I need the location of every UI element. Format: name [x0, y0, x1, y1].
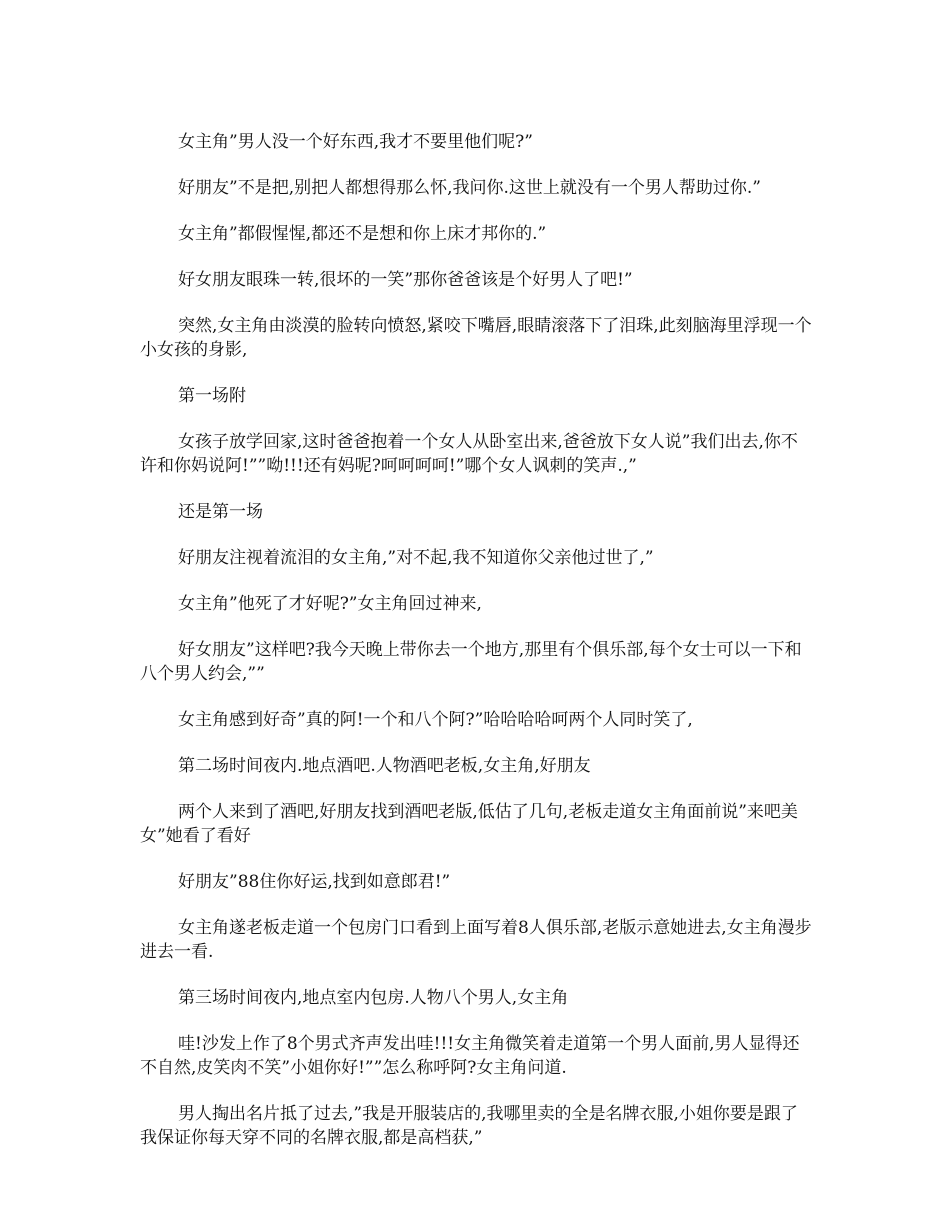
- scene-heading: 第三场时间夜内,地点室内包房.人物八个男人,女主角: [178, 988, 569, 1008]
- paragraph: 两个人来到了酒吧,好朋友找到酒吧老版,低估了几句,老板走道女主角面前说”来吧美女”她看了看好: [140, 802, 798, 846]
- paragraph: 女孩子放学回家,这时爸爸抱着一个女人从卧室出来,爸爸放下女人说”我们出去,你不许和你妈说阿!””呦!!!还有妈呢?呵呵呵呵!”哪个女人讽刺的笑声.,”: [140, 432, 798, 476]
- paragraph: 好朋友注视着流泪的女主角,”对不起,我不知道你父亲他过世了,”: [178, 548, 654, 568]
- paragraph: 女主角”都假惺惺,都还不是想和你上床才邦你的.”: [178, 224, 547, 244]
- scene-heading: 第一场附: [178, 386, 246, 406]
- paragraph: 女主角遂老板走道一个包房门口看到上面写着8人俱乐部,老版示意她进去,女主角漫步进去一看.: [140, 918, 812, 962]
- paragraph: 好朋友”不是把,别把人都想得那么怀,我问你.这世上就没有一个男人帮助过你.”: [178, 178, 761, 198]
- paragraph: 突然,女主角由淡漠的脸转向愤怒,紧咬下嘴唇,眼睛滚落下了泪珠,此刻脑海里浮现一个小女孩的身影,: [140, 316, 812, 360]
- paragraph: 哇!沙发上作了8个男式齐声发出哇!!!女主角微笑着走道第一个男人面前,男人显得还不自然,皮笑肉不笑”小姐你好!””怎么称呼阿?女主角问道.: [140, 1034, 800, 1078]
- scene-heading: 第二场时间夜内.地点酒吧.人物酒吧老板,女主角,好朋友: [178, 756, 591, 776]
- paragraph: 女主角”他死了才好呢?”女主角回过神来,: [178, 594, 482, 614]
- paragraph: 好女朋友”这样吧?我今天晚上带你去一个地方,那里有个俱乐部,每个女士可以一下和八个男人约会,””: [140, 640, 802, 684]
- paragraph: 女主角”男人没一个好东西,我才不要里他们呢?”: [178, 132, 533, 152]
- document-body: [140, 130, 812, 1172]
- scene-heading: 还是第一场: [178, 502, 263, 522]
- paragraph: 好朋友”88住你好运,找到如意郎君!”: [178, 872, 451, 892]
- paragraph: 男人掏出名片抵了过去,”我是开服装店的,我哪里卖的全是名牌衣服,小姐你要是跟了我保证你每天穿不同的名牌衣服,都是高档获,”: [140, 1104, 798, 1148]
- paragraph: 女主角感到好奇”真的阿!一个和八个阿?”哈哈哈哈呵两个人同时笑了,: [178, 710, 693, 730]
- paragraph: 好女朋友眼珠一转,很坏的一笑”那你爸爸该是个好男人了吧!”: [178, 270, 633, 290]
